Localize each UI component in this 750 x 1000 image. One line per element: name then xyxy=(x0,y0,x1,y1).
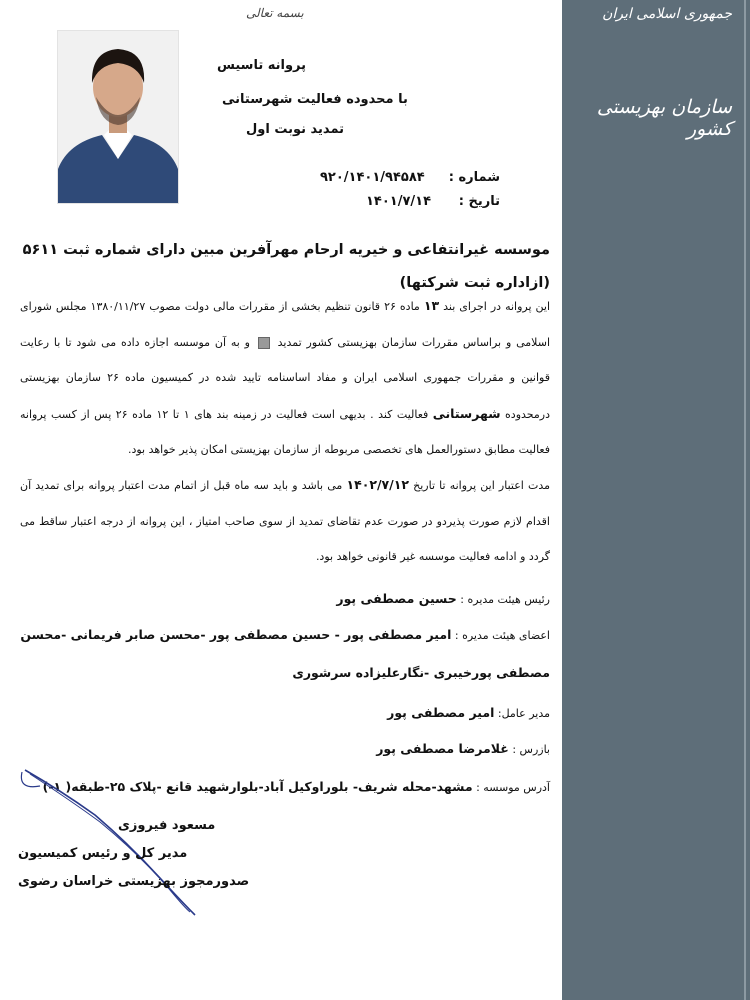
p2-text-a: مدت اعتبار این پروانه تا تاریخ xyxy=(413,479,550,492)
signatory-role: مدیر کل و رئیس کمیسیون xyxy=(18,846,188,861)
activity-scope: با محدوده فعالیت شهرستانی xyxy=(222,92,408,107)
expiry-date: ۱۴۰۲/۷/۱۲ xyxy=(346,477,409,492)
license-paragraph-1 xyxy=(20,288,550,468)
institution-title: موسسه غیرانتفاعی و خیریه ارحام مهرآفرین مبین دارای شماره ثبت ۵۶۱۱ (ازاداره ثبت شرکتها) xyxy=(22,242,550,291)
ceo-name: امیر مصطفی پور xyxy=(387,705,495,720)
p1-text-b: ماده ۲۶ قانون تنظیم بخشی از مقررات مالی دولت مصوب ۱۳۸۰/۱۱/۲۷ مجلس شورای اسلامی و براساس مقررات سازمان بهزیستی کشور تمدید xyxy=(20,300,551,349)
bismillah: بسمه تعالی xyxy=(246,6,304,20)
inspector-label: بازرس : xyxy=(512,743,550,756)
signatory-name: مسعود فیروزی xyxy=(118,818,216,833)
inspector-row xyxy=(20,741,550,756)
chair-label: رئیس هیئت مدیره : xyxy=(460,593,550,606)
license-paragraph-2 xyxy=(20,467,550,575)
checkbox-icon xyxy=(258,337,270,349)
number-label: شماره : xyxy=(448,170,500,185)
organization-name: سازمان بهزیستی کشور xyxy=(596,96,732,140)
inspector-name: غلامرضا مصطفی پور xyxy=(376,741,509,756)
address-value: مشهد-محله شریف- بلوراوکیل آباد-بلوارشهید قانع -پلاک ۲۵-طبقه( ۱-) xyxy=(42,779,473,794)
chair-name: حسین مصطفی پور xyxy=(336,591,457,606)
renewal-note: تمدید نوبت اول xyxy=(246,122,345,137)
members-label: اعضای هیئت مدیره : xyxy=(454,629,550,642)
sidebar-panel xyxy=(562,0,750,1000)
board-chair-row xyxy=(20,591,550,606)
board-members-row xyxy=(20,627,550,642)
p2-text-b: می باشد و باید سه ماه قبل از اتمام مدت اعتبار پروانه برای تمدید آن اقدام لازم صورت پذیردو در صورت عدم تقاضای تمدید از سوی صاحب امتیاز ، این پروانه از درجه اعتبار ساقط می گردد و ادامه فعالیت موسسه غیر قانونی خواهد بود. xyxy=(20,479,550,563)
members-line-1: امیر مصطفی پور - حسین مصطفی پور -محسن صابر فریمانی -محسن xyxy=(20,627,452,642)
address-label: آدرس موسسه : xyxy=(476,781,550,794)
emblem-text: جمهوری اسلامی ایران xyxy=(602,6,732,22)
scope-word: شهرستانی xyxy=(432,405,501,421)
license-title: پروانه تاسیس xyxy=(217,58,307,73)
ceo-row xyxy=(20,705,550,720)
board-members-row-2 xyxy=(20,665,550,680)
ceo-label: مدیر عامل: xyxy=(497,707,550,720)
date-value: ۱۴۰۱/۷/۱۴ xyxy=(366,194,432,209)
portrait-photo xyxy=(57,30,179,204)
date-label: تاریخ : xyxy=(458,194,500,209)
p1-text-c: و به آن موسسه اجازه داده می شود تا با رعایت قوانین و مقررات جمهوری اسلامی ایران و مفاد اساسنامه تایید شده در کمیسیون ماده ۲۶ سازمان بهزیستی درمحدوده xyxy=(20,335,550,421)
signature-mark xyxy=(0,760,300,930)
p1-text-a: این پروانه در اجرای بند xyxy=(443,300,551,313)
clause-number: ۱۳ xyxy=(423,298,440,313)
members-line-2: مصطفی پورخیبری -نگارعلیزاده سرشوری xyxy=(292,665,550,680)
signatory-department: صدورمجوز بهزیستی خراسان رضوی xyxy=(18,874,250,889)
number-value: ۹۲۰/۱۴۰۱/۹۴۵۸۴ xyxy=(320,170,425,185)
p1-text-d: فعالیت کند . بدیهی است فعالیت در زمینه بند های ۱ تا ۱۲ ماده ۲۶ پس از کسب پروانه فعالیت مطابق دستورالعمل های تخصصی مربوطه از سازمان بهزیستی امکان پذیر خواهد بود. xyxy=(20,407,550,456)
sidebar-divider xyxy=(744,0,746,1000)
